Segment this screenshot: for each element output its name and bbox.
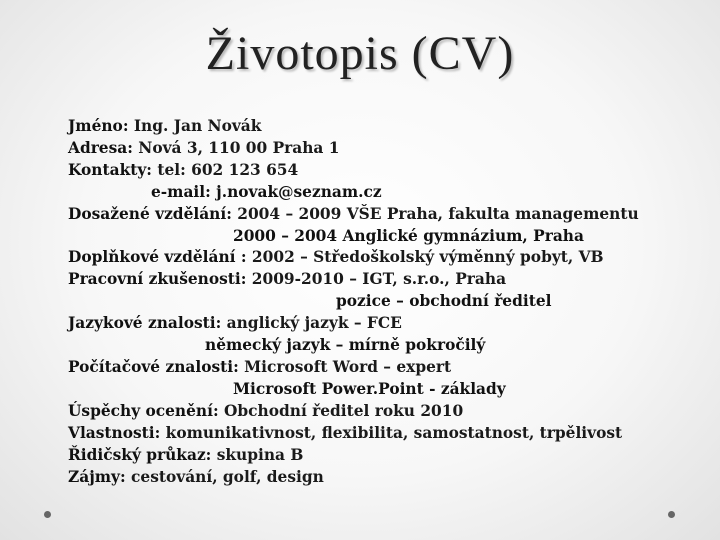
value-address: Nová 3, 110 00 Praha 1 (132, 138, 340, 157)
row-education (68, 204, 668, 226)
row-email (68, 182, 668, 204)
label-education: Dosažené vzdělání: (68, 204, 232, 223)
value-computer-2: Microsoft Power.Point - základy (233, 379, 506, 398)
row-computer-2 (68, 379, 668, 401)
label-languages: Jazykové znalosti: (68, 314, 222, 333)
row-address (68, 138, 668, 160)
row-license (68, 445, 668, 467)
value-extra-education: 2002 – Středoškolský výměnný pobyt, VB (246, 248, 604, 267)
corner-dot-right (668, 511, 675, 518)
label-name: Jméno: (68, 117, 129, 135)
value-computer-1: Microsoft Word – expert (238, 357, 452, 376)
value-language-1: anglický jazyk – FCE (221, 314, 402, 333)
row-name (68, 116, 668, 138)
label-achievements: Úspěchy ocenění: (68, 401, 219, 420)
row-languages (68, 313, 668, 335)
row-education-2 (68, 226, 668, 248)
slide-title: Životopis (CV) (205, 27, 515, 80)
label-address: Adresa: (68, 138, 133, 157)
row-qualities (68, 423, 668, 445)
cv-content (68, 116, 668, 488)
value-achievements: Obchodní ředitel roku 2010 (218, 401, 464, 420)
row-position (68, 291, 668, 313)
label-hobbies: Zájmy: (68, 467, 126, 486)
row-extra-education (68, 247, 668, 269)
label-license: Řidičský průkaz: (68, 445, 212, 464)
value-experience: 2009-2010 – IGT, s.r.o., Praha (246, 270, 507, 289)
row-computer (68, 357, 668, 379)
row-contacts (68, 160, 668, 182)
row-experience (68, 269, 668, 291)
value-education-1: 2004 – 2009 VŠE Praha, fakulta managementu (231, 204, 639, 223)
value-phone: tel: 602 123 654 (151, 160, 299, 179)
value-qualities: komunikativnost, flexibilita, samostatnost, trpělivost (160, 423, 623, 442)
row-achievements (68, 401, 668, 423)
value-license: skupina B (211, 445, 304, 464)
label-extra-education: Doplňkové vzdělání : (68, 248, 247, 267)
label-computer: Počítačové znalosti: (68, 357, 239, 376)
value-education-2: 2000 – 2004 Anglické gymnázium, Praha (233, 226, 584, 245)
label-qualities: Vlastnosti: (68, 423, 161, 442)
corner-dot-left (44, 511, 51, 518)
value-position: pozice – obchodní ředitel (336, 292, 552, 311)
row-language-2 (68, 335, 668, 357)
value-email: e-mail: j.novak@seznam.cz (151, 182, 382, 201)
value-name: Ing. Jan Novák (128, 117, 262, 135)
label-contacts: Kontakty: (68, 160, 152, 179)
label-experience: Pracovní zkušenosti: (68, 270, 247, 289)
row-hobbies (68, 467, 668, 489)
value-language-2: německý jazyk – mírně pokročilý (205, 336, 486, 355)
value-hobbies: cestování, golf, design (125, 467, 324, 486)
